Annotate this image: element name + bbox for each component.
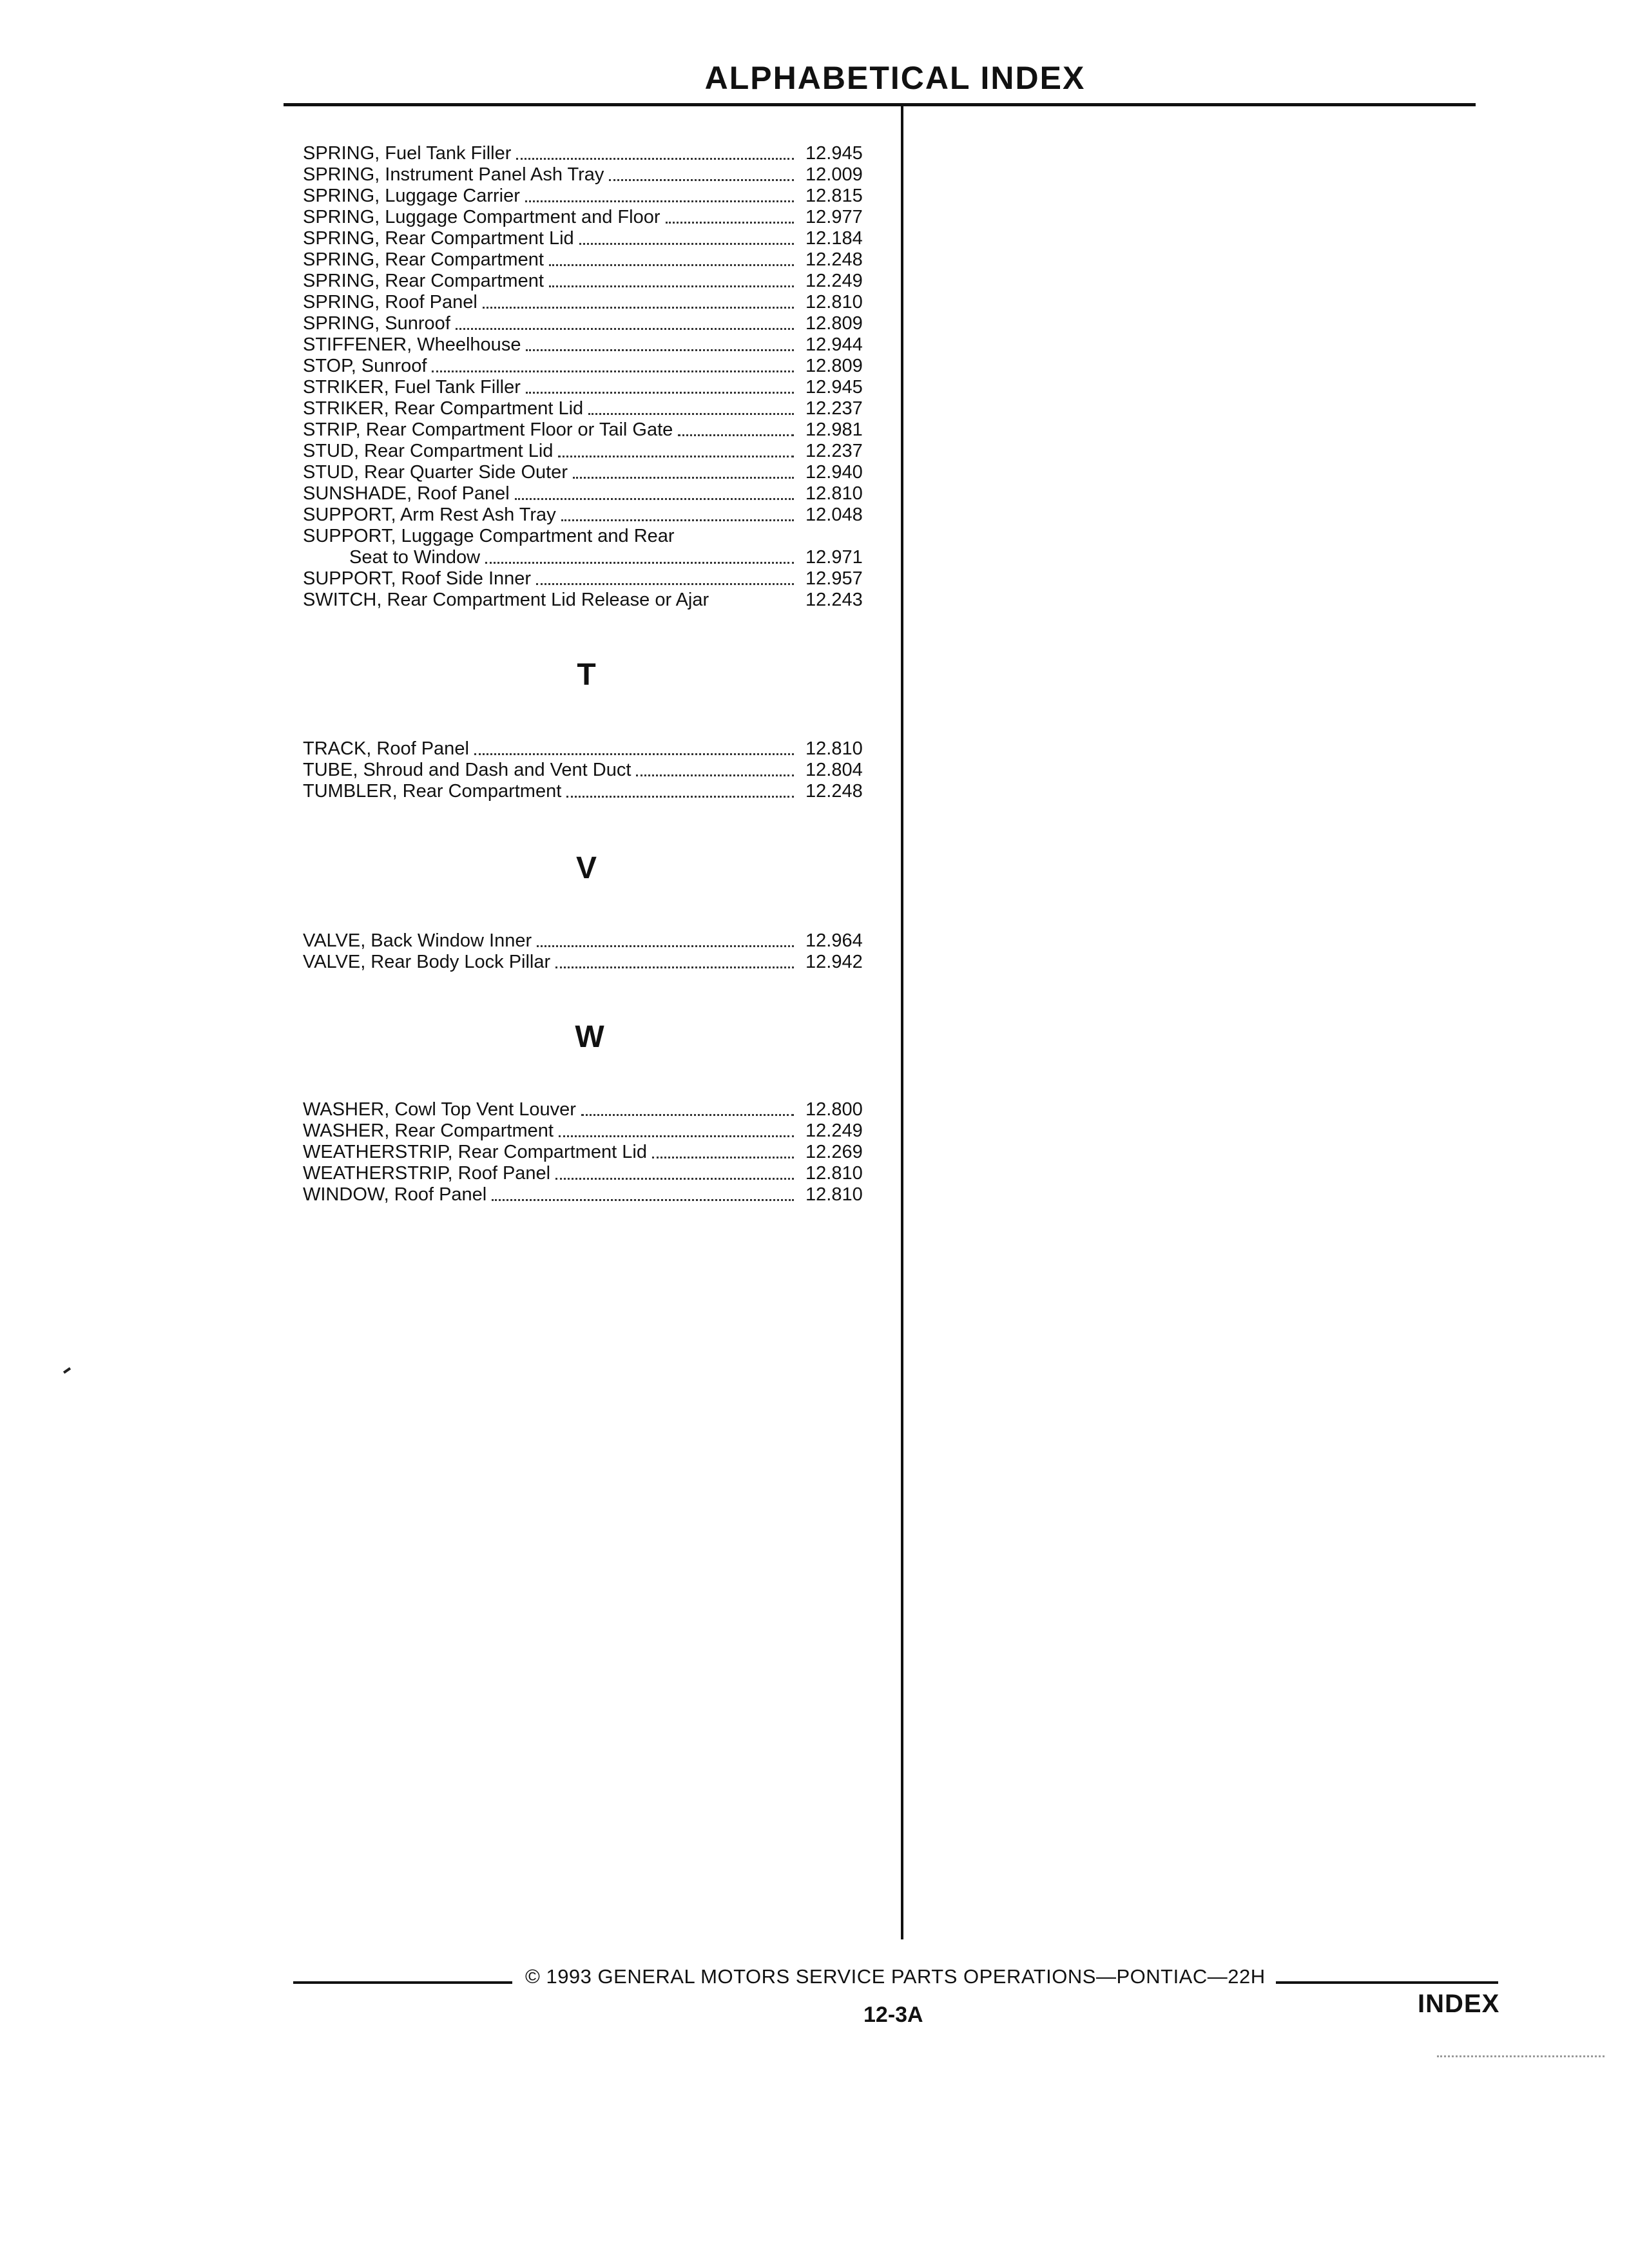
dot-leader xyxy=(559,1135,794,1137)
entry-page-ref: 12.810 xyxy=(805,1184,863,1205)
index-entry xyxy=(303,952,883,973)
entry-page-ref: 12.957 xyxy=(805,568,863,589)
letter-heading-v: V xyxy=(575,851,597,885)
entry-page-ref: 12.945 xyxy=(805,143,863,164)
index-entry xyxy=(303,143,883,164)
entry-name: VALVE, Back Window Inner xyxy=(303,930,532,951)
index-entry xyxy=(303,505,883,526)
index-entry xyxy=(303,164,883,186)
dot-leader xyxy=(474,753,794,755)
letter-heading-t: T xyxy=(577,658,596,692)
entry-name: SPRING, Roof Panel xyxy=(303,292,477,312)
entry-page-ref: 12.248 xyxy=(805,249,863,270)
entry-page-ref: 12.810 xyxy=(805,1163,863,1184)
dot-leader xyxy=(678,434,794,436)
index-entry xyxy=(303,1163,883,1184)
index-entry xyxy=(303,271,883,292)
footer-section-label: INDEX xyxy=(1418,1990,1500,2018)
entry-page-ref: 12.248 xyxy=(805,781,863,802)
entry-name: STRIKER, Fuel Tank Filler xyxy=(303,377,521,398)
entry-page-ref: 12.048 xyxy=(805,505,863,525)
dot-leader xyxy=(537,945,794,947)
entry-name: VALVE, Rear Body Lock Pillar xyxy=(303,952,551,972)
entry-name: WASHER, Cowl Top Vent Louver xyxy=(303,1099,576,1120)
entry-name: STRIP, Rear Compartment Floor or Tail Gate xyxy=(303,419,673,440)
entry-page-ref: 12.815 xyxy=(805,186,863,206)
scan-artifact xyxy=(1437,2055,1605,2057)
index-section-w xyxy=(303,1099,883,1206)
entry-page-ref: 12.810 xyxy=(805,292,863,312)
page-title: ALPHABETICAL INDEX xyxy=(704,60,1086,96)
entry-name: SUPPORT, Luggage Compartment and Rear xyxy=(303,526,675,546)
entry-name: TRACK, Roof Panel xyxy=(303,738,469,759)
entry-page-ref: 12.940 xyxy=(805,462,863,483)
entry-page-ref: 12.237 xyxy=(805,441,863,461)
index-entry xyxy=(303,1184,883,1206)
index-section-s xyxy=(303,143,883,611)
entry-page-ref: 12.009 xyxy=(805,164,863,185)
index-entry xyxy=(303,398,883,419)
entry-page-ref: 12.804 xyxy=(805,760,863,780)
index-entry xyxy=(303,1142,883,1163)
entry-page-ref: 12.945 xyxy=(805,377,863,398)
entry-name: SPRING, Rear Compartment Lid xyxy=(303,228,574,249)
entry-name: SPRING, Sunroof xyxy=(303,313,450,334)
dot-leader xyxy=(558,456,794,457)
index-entry xyxy=(303,313,883,334)
index-entry xyxy=(303,526,883,547)
index-entry xyxy=(303,781,883,802)
dot-leader xyxy=(483,307,794,309)
dot-leader xyxy=(549,264,794,266)
index-entry xyxy=(303,590,883,611)
index-entry xyxy=(303,760,883,781)
entry-page-ref: 12.800 xyxy=(805,1099,863,1120)
dot-leader xyxy=(485,562,794,564)
dot-leader xyxy=(516,158,794,160)
letter-heading-w: W xyxy=(575,1020,604,1054)
entry-name: SWITCH, Rear Compartment Lid Release or Ajar xyxy=(303,590,709,610)
index-entry xyxy=(303,377,883,398)
title-rule xyxy=(284,103,1476,106)
entry-name: SUPPORT, Arm Rest Ash Tray xyxy=(303,505,556,525)
dot-leader xyxy=(573,477,794,479)
column-divider xyxy=(901,106,903,1939)
dot-leader xyxy=(636,774,794,776)
entry-name: TUBE, Shroud and Dash and Vent Duct xyxy=(303,760,631,780)
footer-rule-right xyxy=(1276,1981,1498,1984)
page-number: 12-3A xyxy=(863,2003,923,2027)
entry-name: SUNSHADE, Roof Panel xyxy=(303,483,510,504)
entry-name: WEATHERSTRIP, Rear Compartment Lid xyxy=(303,1142,647,1162)
entry-name: TUMBLER, Rear Compartment xyxy=(303,781,562,802)
entry-name: SPRING, Fuel Tank Filler xyxy=(303,143,512,164)
entry-name: STIFFENER, Wheelhouse xyxy=(303,334,521,355)
dot-leader xyxy=(536,583,794,585)
dot-leader xyxy=(555,1178,794,1180)
footer-copyright: © 1993 GENERAL MOTORS SERVICE PARTS OPERATIONS—PONTIAC—22H xyxy=(525,1965,1266,1988)
index-entry xyxy=(303,930,883,952)
index-entry xyxy=(303,419,883,441)
index-entry xyxy=(303,441,883,462)
index-entry xyxy=(303,547,883,568)
dot-leader xyxy=(555,966,794,968)
entry-page-ref: 12.269 xyxy=(805,1142,863,1162)
entry-name: WEATHERSTRIP, Roof Panel xyxy=(303,1163,551,1184)
entry-name: WINDOW, Roof Panel xyxy=(303,1184,487,1205)
entry-page-ref: 12.977 xyxy=(805,207,863,227)
dot-leader xyxy=(652,1157,794,1158)
index-entry xyxy=(303,1120,883,1142)
dot-leader xyxy=(526,349,794,351)
index-entry xyxy=(303,483,883,505)
footer-rule-left xyxy=(293,1981,512,1984)
entry-page-ref: 12.971 xyxy=(805,547,863,568)
dot-leader xyxy=(525,200,794,202)
entry-name: SUPPORT, Roof Side Inner xyxy=(303,568,532,589)
entry-page-ref: 12.942 xyxy=(805,952,863,972)
entry-name: SPRING, Luggage Carrier xyxy=(303,186,520,206)
dot-leader xyxy=(566,796,794,798)
index-entry xyxy=(303,356,883,377)
index-entry xyxy=(303,249,883,271)
entry-name: STOP, Sunroof xyxy=(303,356,427,376)
index-entry xyxy=(303,228,883,249)
entry-name: SPRING, Rear Compartment xyxy=(303,271,544,291)
index-entry xyxy=(303,738,883,760)
index-entry xyxy=(303,186,883,207)
index-entry xyxy=(303,207,883,228)
dot-leader xyxy=(456,328,794,330)
entry-page-ref: 12.810 xyxy=(805,738,863,759)
entry-page-ref: 12.809 xyxy=(805,313,863,334)
index-entry xyxy=(303,334,883,356)
dot-leader xyxy=(666,222,795,224)
dot-leader xyxy=(609,179,794,181)
entry-page-ref: 12.249 xyxy=(805,1120,863,1141)
entry-page-ref: 12.810 xyxy=(805,483,863,504)
index-entry xyxy=(303,462,883,483)
dot-leader xyxy=(581,1114,794,1116)
dot-leader xyxy=(561,519,794,521)
entry-page-ref: 12.981 xyxy=(805,419,863,440)
dot-leader xyxy=(549,285,794,287)
dot-leader xyxy=(515,498,794,500)
dot-leader xyxy=(579,243,794,245)
entry-name: STRIKER, Rear Compartment Lid xyxy=(303,398,584,419)
entry-name: Seat to Window xyxy=(349,547,481,568)
index-section-t xyxy=(303,738,883,802)
index-entry xyxy=(303,292,883,313)
dot-leader xyxy=(432,370,794,372)
entry-name: SPRING, Rear Compartment xyxy=(303,249,544,270)
index-section-v xyxy=(303,930,883,973)
scan-mark xyxy=(63,1367,71,1374)
dot-leader xyxy=(526,392,794,394)
dot-leader xyxy=(492,1199,794,1201)
entry-name: SPRING, Luggage Compartment and Floor xyxy=(303,207,660,227)
entry-page-ref: 12.944 xyxy=(805,334,863,355)
entry-page-ref: 12.249 xyxy=(805,271,863,291)
entry-name: STUD, Rear Quarter Side Outer xyxy=(303,462,568,483)
entry-page-ref: 12.964 xyxy=(805,930,863,951)
dot-leader xyxy=(588,413,794,415)
index-entry xyxy=(303,1099,883,1120)
entry-name: STUD, Rear Compartment Lid xyxy=(303,441,554,461)
index-entry xyxy=(303,568,883,590)
entry-page-ref: 12.237 xyxy=(805,398,863,419)
entry-page-ref: 12.184 xyxy=(805,228,863,249)
entry-name: SPRING, Instrument Panel Ash Tray xyxy=(303,164,604,185)
entry-page-ref: 12.243 xyxy=(805,590,863,610)
entry-page-ref: 12.809 xyxy=(805,356,863,376)
entry-name: WASHER, Rear Compartment xyxy=(303,1120,554,1141)
